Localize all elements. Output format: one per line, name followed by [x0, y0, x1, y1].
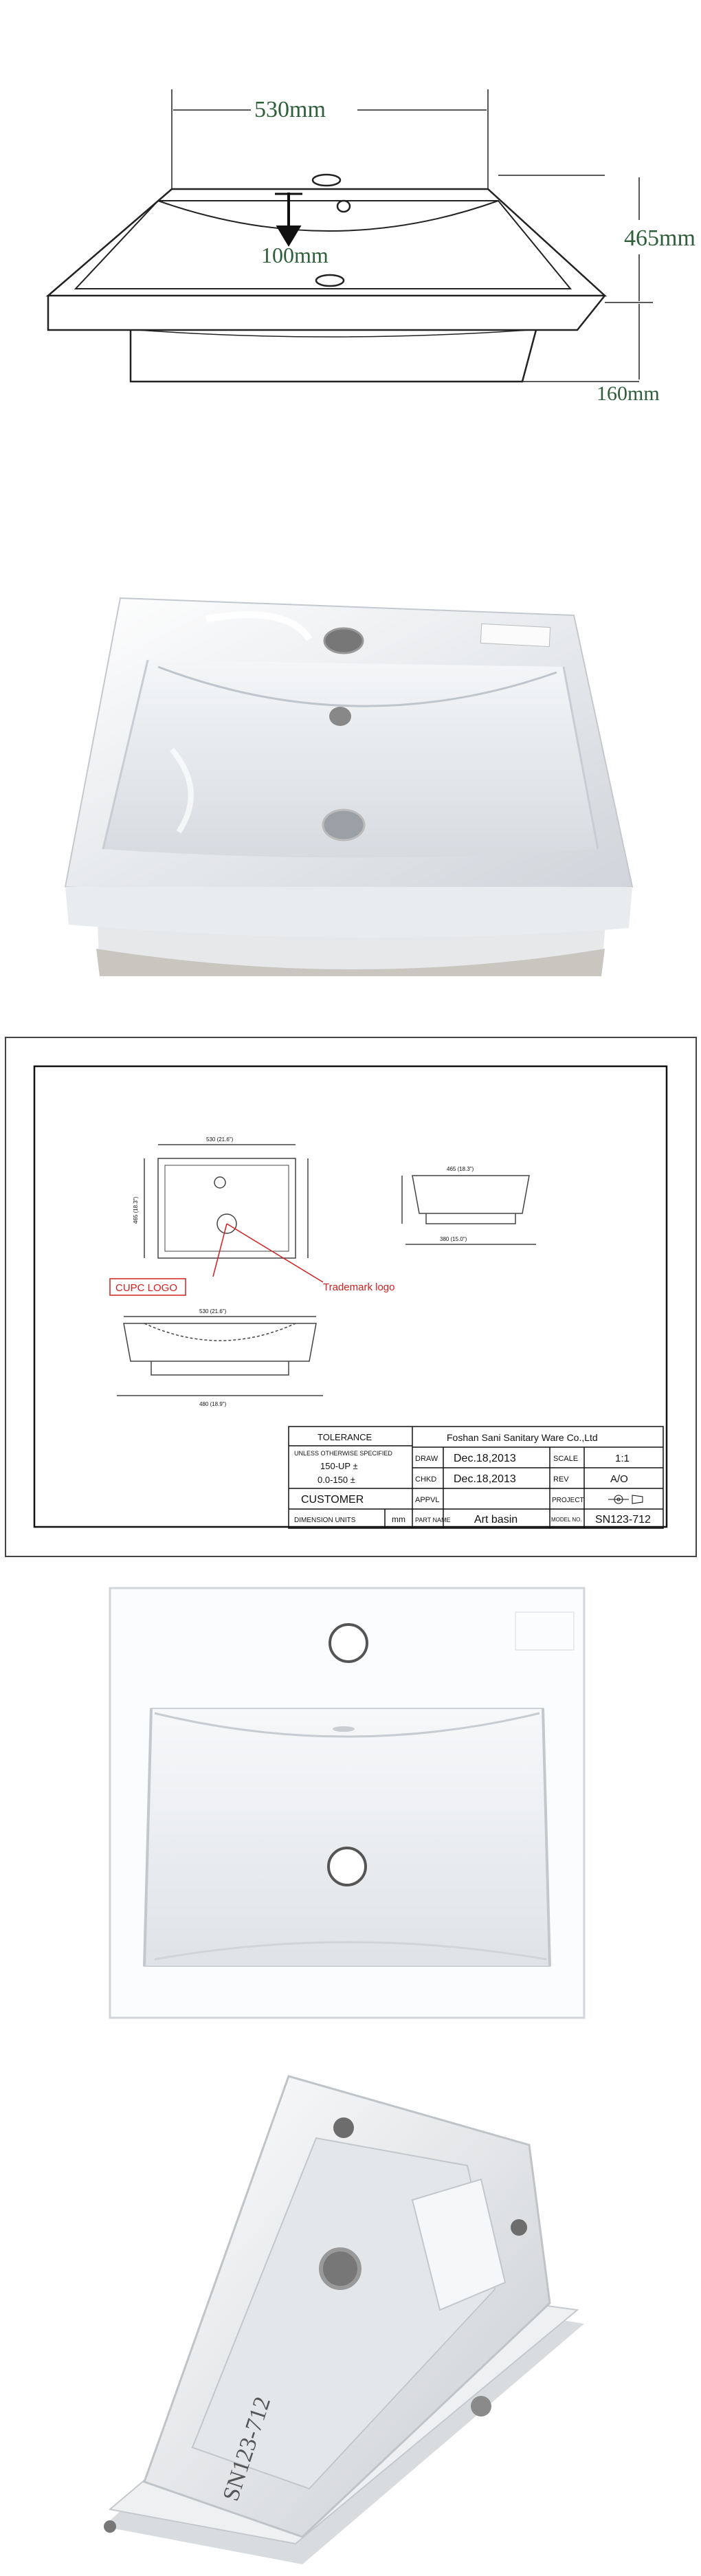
customer-label: CUSTOMER — [301, 1494, 364, 1506]
basin-photo-top — [0, 1554, 701, 2049]
svg-text:530 (21.6"): 530 (21.6") — [206, 1136, 234, 1143]
dimension-units-value: mm — [392, 1515, 405, 1524]
tolerance-line-1: 150-UP ± — [320, 1461, 358, 1471]
part-name-label: PART NAME — [415, 1517, 451, 1523]
model-number-marking: SN123-712 — [218, 2393, 276, 2505]
svg-text:530 (21.6"): 530 (21.6") — [199, 1308, 227, 1314]
appvl-label: APPVL — [415, 1496, 440, 1504]
svg-text:380 (15.0"): 380 (15.0") — [440, 1236, 467, 1242]
model-no-label: MODEL NO. — [551, 1517, 582, 1523]
depth-label: 465mm — [624, 225, 696, 251]
bowl-depth-label: 100mm — [261, 243, 329, 267]
rev-value: A/O — [610, 1473, 628, 1485]
basin-photo-angled — [0, 564, 701, 1011]
company-name: Foshan Sani Sanitary Ware Co.,Ltd — [447, 1432, 598, 1443]
scale-label: SCALE — [553, 1455, 579, 1463]
tolerance-note: UNLESS OTHERWISE SPECIFIED — [294, 1450, 392, 1457]
svg-text:465 (18.3"): 465 (18.3") — [133, 1196, 139, 1224]
draw-label: DRAW — [415, 1455, 438, 1463]
height-label: 160mm — [597, 382, 660, 405]
model-no-value: SN123-712 — [595, 1514, 651, 1526]
trademark-logo-label: Trademark logo — [323, 1281, 395, 1293]
project-label: PROJECT — [552, 1497, 584, 1504]
part-name-value: Art basin — [474, 1514, 518, 1526]
svg-text:480 (18.9"): 480 (18.9") — [199, 1401, 227, 1407]
dimension-sketch — [0, 0, 701, 426]
technical-drawing — [0, 1035, 701, 1557]
scale-value: 1:1 — [615, 1453, 630, 1464]
chkd-label: CHKD — [415, 1475, 437, 1484]
basin-photo-underside — [0, 2062, 701, 2576]
tolerance-line-2: 0.0-150 ± — [318, 1475, 355, 1485]
width-label: 530mm — [254, 97, 326, 122]
cupc-logo-label: CUPC LOGO — [115, 1282, 178, 1294]
chkd-value: Dec.18,2013 — [454, 1473, 516, 1485]
dimension-units-label: DIMENSION UNITS — [294, 1517, 356, 1524]
svg-text:465 (18.3"): 465 (18.3") — [447, 1166, 474, 1172]
draw-value: Dec.18,2013 — [454, 1453, 516, 1464]
tolerance-title: TOLERANCE — [318, 1432, 372, 1442]
rev-label: REV — [553, 1475, 569, 1484]
